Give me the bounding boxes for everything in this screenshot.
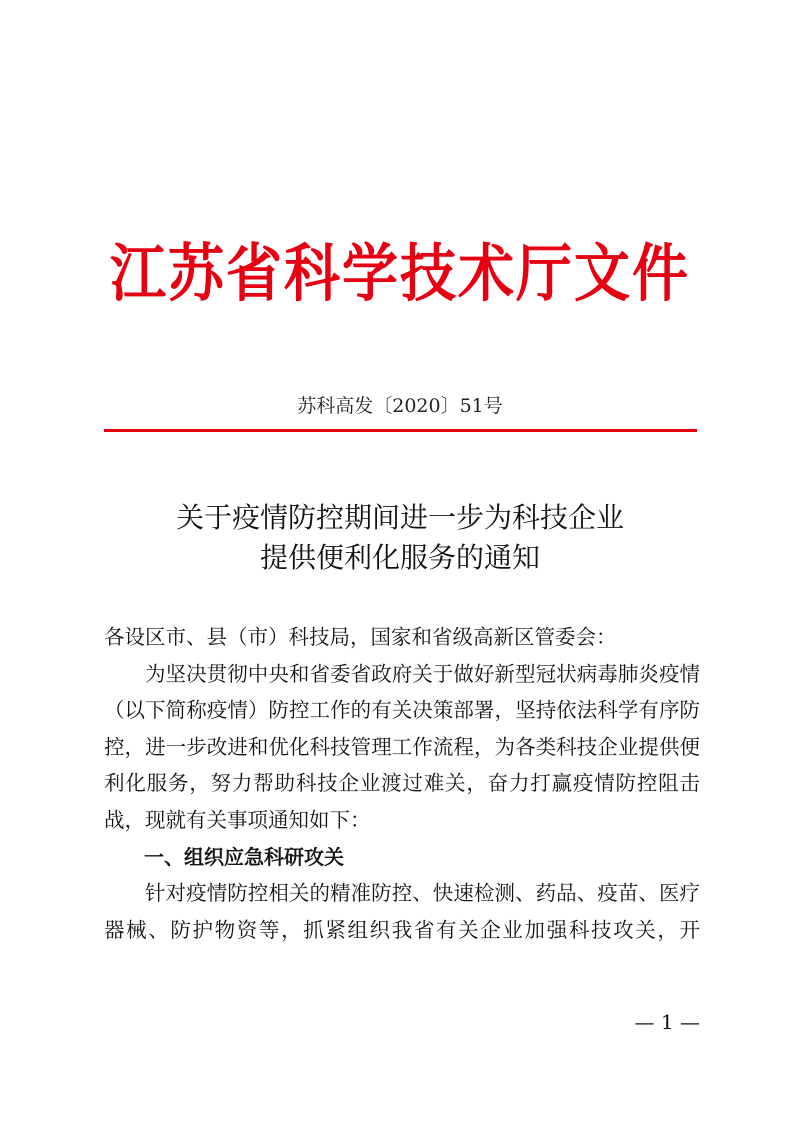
page-number: — 1 — bbox=[634, 1010, 700, 1034]
body-paragraph-1: 为坚决贯彻中央和省委省政府关于做好新型冠状病毒肺炎疫情（以下简称疫情）防控工作的有关决策部署，坚持依法科学有序防控，进一步改进和优化科技管理工作流程，为各类科技企业提供便利化服务，努力帮助科技企业渡过难关，奋力打赢疫情防控阻击战，现就有关事项通知如下： bbox=[104, 661, 700, 832]
issuing-authority-masthead: 江苏省科学技术厅文件 bbox=[110, 238, 690, 311]
title-line-1: 关于疫情防控期间进一步为科技企业 bbox=[175, 501, 624, 534]
salutation: 各设区市、县（市）科技局，国家和省级高新区管委会： bbox=[104, 625, 617, 649]
document-body bbox=[104, 619, 700, 948]
document-number: 苏科高发〔2020〕51号 bbox=[297, 395, 503, 417]
document-title bbox=[100, 498, 700, 578]
section-heading-1: 一、组织应急科研攻关 bbox=[144, 844, 344, 869]
body-paragraph-2: 针对疫情防控相关的精准防控、快速检测、药品、疫苗、医疗器械、防护物资等，抓紧组织我省有关企业加强科技攻关，开 bbox=[104, 881, 700, 942]
red-separator-line bbox=[104, 429, 697, 432]
title-line-2: 提供便利化服务的通知 bbox=[259, 541, 540, 574]
